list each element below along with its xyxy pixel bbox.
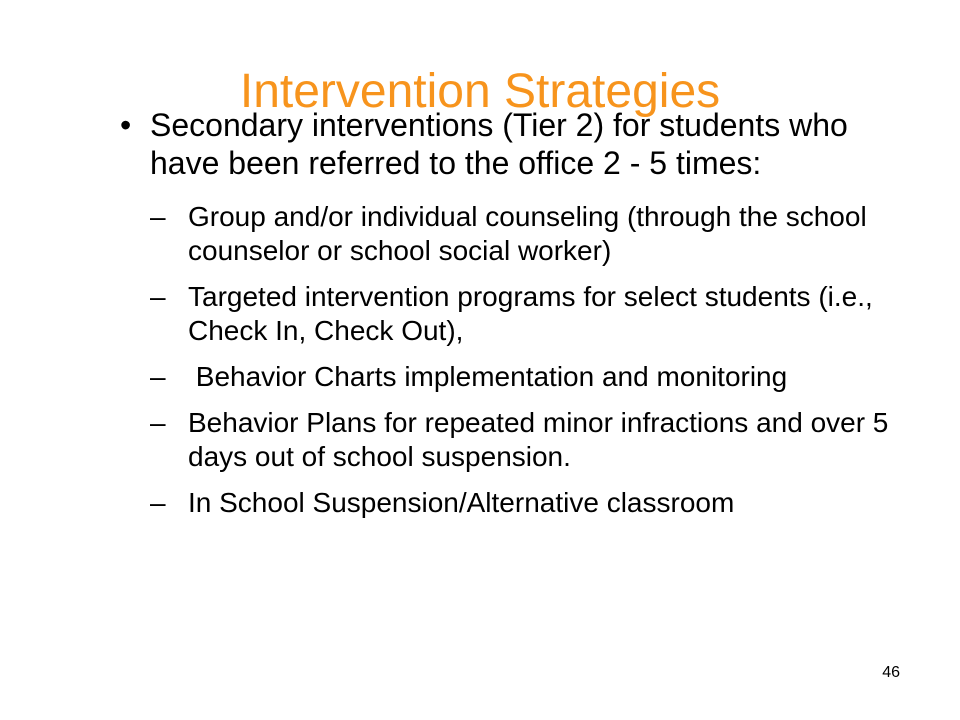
sub-bullet-item — [120, 406, 890, 474]
sub-bullet-list — [120, 200, 890, 520]
sub-bullet-item — [120, 200, 890, 268]
sub-bullet-text: Behavior Plans for repeated minor infractions and over 5 days out of school suspension. — [188, 407, 889, 472]
dash-marker: – — [150, 281, 166, 312]
sub-bullet-item — [120, 360, 890, 394]
dash-marker: – — [150, 487, 166, 518]
page-number: 46 — [882, 664, 900, 681]
dash-marker: – — [150, 201, 166, 232]
sub-bullet-item — [120, 280, 890, 348]
slide-content — [120, 106, 890, 532]
sub-bullet-text: Targeted intervention programs for select students (i.e., Check In, Check Out), — [188, 281, 873, 346]
main-bullet — [120, 106, 890, 182]
slide-title: Intervention Strategies — [239, 65, 721, 119]
dash-marker: – — [150, 407, 166, 438]
bullet-marker: • — [120, 107, 132, 143]
main-bullet-text: Secondary interventions (Tier 2) for students who have been referred to the office 2 - 5 times: — [150, 107, 848, 181]
sub-bullet-text: Group and/or individual counseling (through the school counselor or school social worker) — [188, 201, 867, 266]
sub-bullet-item — [120, 486, 890, 520]
sub-bullet-text: Behavior Charts implementation and monitoring — [188, 361, 788, 392]
sub-bullet-text: In School Suspension/Alternative classroom — [188, 487, 735, 518]
dash-marker: – — [150, 361, 166, 392]
